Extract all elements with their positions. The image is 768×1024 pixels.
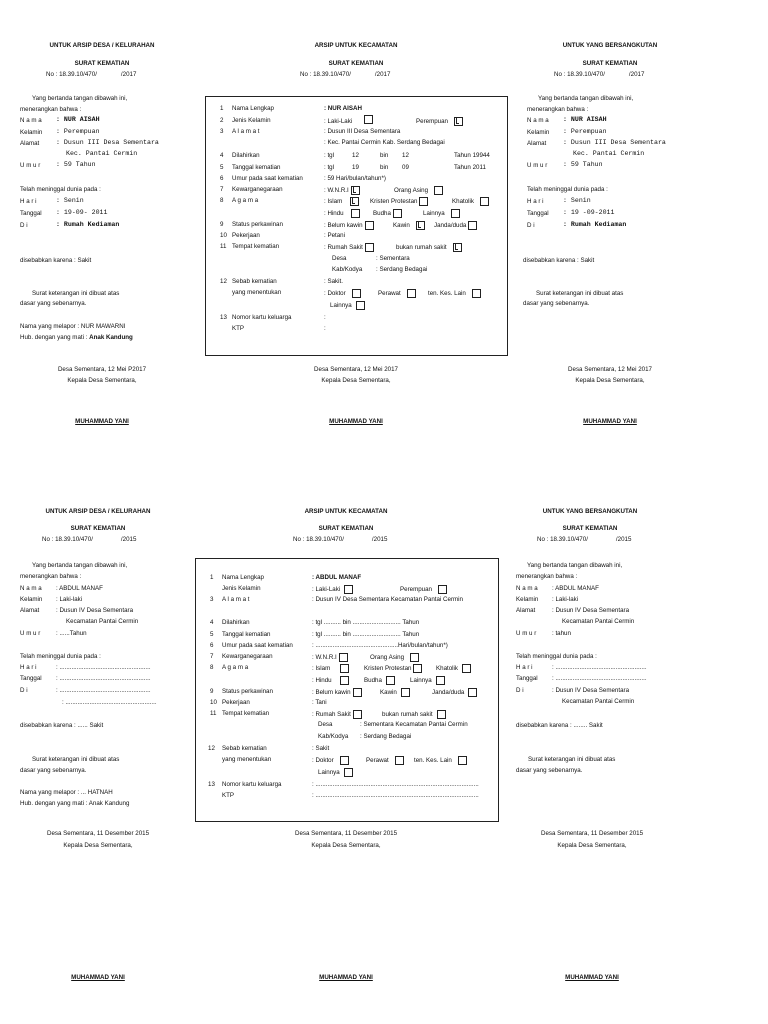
option-perawat: Perawat bbox=[366, 756, 404, 765]
form-label: Kewarganegaraan bbox=[232, 186, 283, 193]
form-box bbox=[195, 558, 499, 822]
checkbox[interactable] bbox=[350, 197, 359, 206]
label-kelamin: Kelamin bbox=[527, 129, 550, 136]
form-label: A l a m a t bbox=[232, 128, 260, 135]
label-tanggal: Tanggal bbox=[527, 210, 549, 217]
form-label: A l a m a t bbox=[222, 596, 250, 603]
option-tenkes: ten. Kes. Lain bbox=[428, 289, 481, 298]
checkbox[interactable] bbox=[401, 688, 410, 697]
checkbox[interactable] bbox=[468, 688, 477, 697]
option-lainnya: Lainnya bbox=[318, 768, 353, 777]
form-label: Umur pada saat kematian bbox=[232, 175, 303, 182]
value-tanggal: : 19 -09-2011 bbox=[563, 209, 615, 216]
checkbox[interactable] bbox=[344, 585, 353, 594]
value-alamat: : Dusun IV Desa Sementara bbox=[552, 607, 630, 614]
form-label: Nama Lengkap bbox=[222, 574, 264, 581]
checkbox[interactable] bbox=[407, 289, 416, 298]
form-label: Kab/Kodya bbox=[318, 733, 349, 740]
signatory-name: MUHAMMAD YANI bbox=[319, 974, 373, 981]
form-label: Desa bbox=[332, 255, 347, 262]
value-alamat-2: Kec. Pantai Cermin bbox=[573, 150, 645, 157]
option-protestan: Kristen Protestan bbox=[364, 664, 422, 673]
form-label: Dilahirkan bbox=[222, 619, 250, 626]
form-value: : bbox=[324, 325, 326, 332]
intro-line: menerangkan bahwa : bbox=[527, 106, 589, 113]
surat-line: Surat keterangan ini dibuat atas bbox=[536, 290, 624, 297]
checkbox[interactable] bbox=[351, 186, 360, 195]
form-label: Status perkawinan bbox=[222, 688, 273, 695]
form-row-num: 3 bbox=[220, 128, 224, 135]
telah-line: Telah meninggal dunia pada : bbox=[516, 653, 597, 660]
form-row-num: 13 bbox=[208, 781, 215, 788]
form-label: Pekerjaan bbox=[222, 699, 250, 706]
hubungan-line: Hub. dengan yang mati : Anak Kandung bbox=[20, 334, 133, 341]
form-value: : tgl .......... bin ............................ Tahun bbox=[312, 619, 420, 626]
checkbox[interactable] bbox=[472, 289, 481, 298]
form-row-num: 11 bbox=[210, 710, 217, 717]
form-label: Sebab kematian bbox=[232, 278, 277, 285]
form-value: : ................................................Hari/bulan/tahun*) bbox=[312, 642, 448, 649]
value-umur: : 59 Tahun bbox=[563, 161, 603, 168]
form-value: : ............................................................................................... bbox=[312, 792, 479, 799]
label-nama: N a m a bbox=[20, 117, 42, 124]
label-hari: H a r i bbox=[527, 198, 544, 205]
checkbox[interactable] bbox=[434, 186, 443, 195]
intro-line: menerangkan bahwa : bbox=[516, 573, 578, 580]
checkbox[interactable] bbox=[454, 117, 463, 126]
label-hari: H a r i bbox=[516, 664, 533, 671]
intro-line: menerangkan bahwa : bbox=[20, 573, 82, 580]
value-alamat-2: Kecamatan Pantai Cermin bbox=[562, 618, 635, 625]
label-hari: H a r i bbox=[20, 664, 37, 671]
checkbox[interactable] bbox=[395, 756, 404, 765]
sign-title: Kepala Desa Sementara, bbox=[311, 842, 381, 849]
telah-line: Telah meninggal dunia pada : bbox=[527, 186, 608, 193]
label-tanggal: Tanggal bbox=[20, 210, 42, 217]
option-islam: : Islam bbox=[324, 197, 359, 206]
form-label: Dilahirkan bbox=[232, 152, 260, 159]
label-alamat: Alamat bbox=[516, 607, 536, 614]
option-perempuan: Perempuan bbox=[416, 117, 463, 126]
form-value: : Petani bbox=[324, 232, 345, 239]
option-laki-laki: : Laki-Laki bbox=[324, 117, 373, 126]
option-rumah-sakit: : Rumah Sakit bbox=[312, 710, 362, 719]
label-kelamin: Kelamin bbox=[20, 596, 43, 603]
form-value: : Serdang Bedagai bbox=[360, 733, 412, 740]
doc-number: No : 18.39.10/470/ /2015 bbox=[537, 536, 632, 543]
value-hari: : Senin bbox=[563, 197, 591, 204]
value-alamat-2: Kec. Pantai Cermin bbox=[66, 150, 138, 157]
form-label: yang menentukan bbox=[222, 756, 272, 763]
option-bukan-rs: bukan rumah sakit bbox=[382, 710, 446, 719]
option-lainnya: Lainnya bbox=[423, 209, 460, 218]
surat-line: dasar yang sebenarnya. bbox=[20, 767, 87, 774]
sign-date: Desa Sementara, 12 Mei P2017 bbox=[57, 366, 147, 373]
surat-line: dasar yang sebenarnya. bbox=[523, 300, 590, 307]
form-value: bin bbox=[380, 152, 389, 159]
surat-line: Surat keterangan ini dibuat atas bbox=[32, 756, 120, 763]
form-value: : 59 Hari/bulan/tahun*) bbox=[324, 175, 386, 182]
checkbox[interactable] bbox=[451, 209, 460, 218]
option-hindu: : Hindu bbox=[312, 676, 349, 685]
surat-line: dasar yang sebenarnya. bbox=[516, 767, 583, 774]
option-protestan: Kristen Protestan bbox=[370, 197, 428, 206]
form-value: : Sementara Kecamatan Pantai Cermin bbox=[360, 721, 468, 728]
form-row-num: 2 bbox=[220, 117, 224, 124]
form-row-num: 1 bbox=[210, 574, 214, 581]
form-row-num: 9 bbox=[210, 688, 214, 695]
signatory-name: MUHAMMAD YANI bbox=[71, 974, 125, 981]
option-doktor: : Doktor bbox=[324, 289, 361, 298]
label-tanggal: Tanggal bbox=[516, 675, 538, 682]
checkbox[interactable] bbox=[413, 664, 422, 673]
doc-number: No : 18.39.10/470/ /2017 bbox=[300, 71, 391, 78]
value-di-2: : ..................................................... bbox=[62, 699, 157, 706]
header-right: UNTUK YANG BERSANGKUTAN bbox=[562, 42, 658, 49]
form-label: A g a m a bbox=[232, 197, 259, 204]
checkbox[interactable] bbox=[365, 243, 374, 252]
form-value: 09 bbox=[402, 164, 409, 171]
form-row-num: 7 bbox=[210, 653, 214, 660]
option-islam: : Islam bbox=[312, 664, 349, 673]
form-row-num: 8 bbox=[210, 664, 214, 671]
form-label: Pekerjaan bbox=[232, 232, 260, 239]
label-tanggal: Tanggal bbox=[20, 675, 42, 682]
value-tanggal: : 19-09- 2011 bbox=[56, 209, 108, 216]
signatory-name: MUHAMMAD YANI bbox=[565, 974, 619, 981]
label-umur: U m u r bbox=[20, 162, 41, 169]
checkbox[interactable] bbox=[468, 221, 477, 230]
form-label: Desa bbox=[318, 721, 333, 728]
form-value: bin bbox=[380, 164, 389, 171]
sign-date: Desa Sementara, 11 Desember 2015 bbox=[540, 830, 644, 837]
sign-title: Kepala Desa Sementara, bbox=[321, 377, 391, 384]
form-row-num: 11 bbox=[220, 243, 227, 250]
checkbox[interactable] bbox=[419, 197, 428, 206]
form-value: : Dusun III Desa Sementara bbox=[324, 128, 401, 135]
form-label: Tanggal kematian bbox=[232, 164, 281, 171]
form-row-num: 4 bbox=[220, 152, 224, 159]
form-label: Kewarganegaraan bbox=[222, 653, 273, 660]
value-nama: : NUR AISAH bbox=[56, 116, 100, 123]
form-label: KTP bbox=[232, 325, 245, 332]
value-tanggal: : ..................................................... bbox=[552, 675, 647, 682]
form-label: Tanggal kematian bbox=[222, 631, 271, 638]
value-umur: : tahun bbox=[552, 630, 571, 637]
option-orang-asing: Orang Asing bbox=[370, 653, 419, 662]
form-row-num: 6 bbox=[210, 642, 214, 649]
doc-title: SURAT KEMATIAN bbox=[562, 525, 618, 532]
intro-line: menerangkan bahwa : bbox=[20, 106, 82, 113]
option-doktor: : Doktor bbox=[312, 756, 349, 765]
option-budha: Budha bbox=[373, 209, 402, 218]
option-katolik: Khatolik bbox=[452, 197, 489, 206]
label-umur: U m u r bbox=[516, 630, 537, 637]
checkbox[interactable] bbox=[340, 664, 349, 673]
doc-title: SURAT KEMATIAN bbox=[74, 60, 130, 67]
intro-line: Yang bertanda tangan dibawah ini, bbox=[32, 95, 128, 102]
checkbox[interactable] bbox=[365, 221, 374, 230]
checkbox[interactable] bbox=[437, 710, 446, 719]
form-row-num: 8 bbox=[220, 197, 224, 204]
form-value-nama: : ABDUL MANAF bbox=[312, 574, 362, 581]
value-umur: : ......Tahun bbox=[56, 630, 87, 637]
label-kelamin: Kelamin bbox=[20, 129, 43, 136]
checkbox[interactable] bbox=[458, 756, 467, 765]
option-belum-kawin: : Belum kawin bbox=[312, 688, 362, 697]
form-value: : bbox=[324, 314, 326, 321]
option-hindu: : Hindu bbox=[324, 209, 360, 218]
surat-line: Surat keterangan ini dibuat atas bbox=[32, 290, 120, 297]
form-row-num: 10 bbox=[220, 232, 227, 239]
form-label: Umur pada saat kematian bbox=[222, 642, 293, 649]
checkbox[interactable] bbox=[340, 756, 349, 765]
label-di: D i bbox=[20, 222, 28, 229]
option-laki-laki: : Laki-Laki bbox=[312, 585, 353, 594]
option-wnri: : W.N.R.I bbox=[324, 186, 360, 195]
checkbox[interactable] bbox=[364, 115, 373, 124]
value-hari: : ..................................................... bbox=[56, 664, 151, 671]
value-tanggal: : ..................................................... bbox=[56, 675, 151, 682]
value-di: : ..................................................... bbox=[56, 687, 151, 694]
form-row-num: 1 bbox=[220, 105, 224, 112]
form-value: : Kec. Pantai Cermin Kab. Serdang Bedagai bbox=[324, 139, 445, 146]
checkbox[interactable] bbox=[344, 768, 353, 777]
sign-date: Desa Sementara, 11 Desember 2015 bbox=[294, 830, 398, 837]
option-perawat: Perawat bbox=[378, 289, 416, 298]
form-row-num: 7 bbox=[220, 186, 224, 193]
form-label: KTP bbox=[222, 792, 235, 799]
doc-number: No : 18.39.10/470/ /2017 bbox=[46, 71, 137, 78]
form-row-num: 13 bbox=[220, 314, 227, 321]
telah-line: Telah meninggal dunia pada : bbox=[20, 186, 101, 193]
header-left: UNTUK ARSIP DESA / KELURAHAN bbox=[45, 508, 151, 515]
form-row-num: 3 bbox=[210, 596, 214, 603]
form-label: Nama Lengkap bbox=[232, 105, 274, 112]
checkbox[interactable] bbox=[410, 653, 419, 662]
form-value: 12 bbox=[402, 152, 409, 159]
form-box bbox=[205, 96, 508, 356]
form-row-num: 4 bbox=[210, 619, 214, 626]
value-kelamin: : Perempuan bbox=[56, 128, 100, 135]
form-value: : ............................................................................................... bbox=[312, 781, 479, 788]
value-di: : Rumah Kediaman bbox=[563, 221, 627, 228]
option-perempuan: Perempuan bbox=[400, 585, 447, 594]
form-value: : tgl bbox=[324, 164, 334, 171]
option-katolik: Khatolik bbox=[436, 664, 471, 673]
signatory-name: MUHAMMAD YANI bbox=[75, 418, 129, 425]
form-label: Jenis Kelamin bbox=[222, 585, 261, 592]
intro-line: Yang bertanda tangan dibawah ini, bbox=[32, 562, 128, 569]
form-label: Nomor kartu keluarga bbox=[222, 781, 282, 788]
label-di: D i bbox=[516, 687, 524, 694]
label-nama: N a m a bbox=[20, 585, 42, 592]
value-alamat: : Dusun III Desa Sementara bbox=[563, 139, 666, 146]
form-value: Tahun 2011 bbox=[454, 164, 486, 171]
header-mid: ARSIP UNTUK KECAMATAN bbox=[314, 42, 398, 49]
checkbox[interactable] bbox=[352, 289, 361, 298]
form-row-num: 12 bbox=[208, 745, 215, 752]
signatory-name: MUHAMMAD YANI bbox=[329, 418, 383, 425]
option-janda-duda: Janda/duda bbox=[432, 688, 477, 697]
form-value: 19 bbox=[352, 164, 359, 171]
value-nama: : NUR AISAH bbox=[563, 116, 607, 123]
header-mid: ARSIP UNTUK KECAMATAN bbox=[304, 508, 388, 515]
label-kelamin: Kelamin bbox=[516, 596, 539, 603]
form-row-num: 9 bbox=[220, 221, 224, 228]
label-di: D i bbox=[20, 687, 28, 694]
form-row-num: 6 bbox=[220, 175, 224, 182]
sebab-line: disebabkan karena : Sakit bbox=[523, 257, 595, 264]
form-label: Tempat kematian bbox=[232, 243, 280, 250]
value-kelamin: : Perempuan bbox=[563, 128, 607, 135]
telah-line: Telah meninggal dunia pada : bbox=[20, 653, 101, 660]
doc-title: SURAT KEMATIAN bbox=[582, 60, 638, 67]
checkbox[interactable] bbox=[416, 221, 425, 230]
value-di-2: Kecamatan Pantai Cermin bbox=[562, 698, 635, 705]
value-alamat-2: Kecamatan Pantai Cermin bbox=[66, 618, 139, 625]
label-alamat: Alamat bbox=[527, 140, 547, 147]
option-lainnya: Lainnya bbox=[410, 676, 445, 685]
sign-title: Kepala Desa Sementara, bbox=[557, 842, 627, 849]
checkbox[interactable] bbox=[453, 243, 462, 252]
checkbox[interactable] bbox=[353, 710, 362, 719]
checkbox[interactable] bbox=[339, 653, 348, 662]
checkbox[interactable] bbox=[480, 197, 489, 206]
form-value: : Serdang Bedagai bbox=[376, 266, 428, 273]
option-orang-asing: Orang Asing bbox=[394, 186, 443, 195]
value-di: : Rumah Kediaman bbox=[56, 221, 120, 228]
doc-title: SURAT KEMATIAN bbox=[318, 525, 374, 532]
label-nama: N a m a bbox=[527, 117, 549, 124]
form-value: : tgl bbox=[324, 152, 334, 159]
header-left: UNTUK ARSIP DESA / KELURAHAN bbox=[49, 42, 155, 49]
label-alamat: Alamat bbox=[20, 607, 40, 614]
form-value: Tahun 19944 bbox=[454, 152, 490, 159]
form-row-num: 5 bbox=[220, 164, 224, 171]
surat-line: Surat keterangan ini dibuat atas bbox=[528, 756, 616, 763]
sign-date: Desa Sementara, 12 Mei 2017 bbox=[568, 366, 652, 373]
header-right: UNTUK YANG BERSANGKUTAN bbox=[542, 508, 638, 515]
pelapor-line: Nama yang melapor : ... HATNAH bbox=[20, 789, 113, 796]
checkbox[interactable] bbox=[356, 301, 365, 310]
form-value: 12 bbox=[352, 152, 359, 159]
hubungan-line: Hub. dengan yang mati : Anak Kandung bbox=[20, 800, 130, 807]
form-row-num: 12 bbox=[220, 278, 227, 285]
option-janda-duda: Janda/duda bbox=[434, 221, 477, 230]
doc-number: No : 18.39.10/470/ /2017 bbox=[554, 71, 645, 78]
value-hari: : ..................................................... bbox=[552, 664, 647, 671]
value-hari: : Senin bbox=[56, 197, 84, 204]
sign-date: Desa Sementara, 11 Desember 2015 bbox=[46, 830, 150, 837]
form-value: : Tani bbox=[312, 699, 327, 706]
option-wnri: : W.N.R.I bbox=[312, 653, 348, 662]
option-budha: Budha bbox=[364, 676, 395, 685]
form-label: Kab/Kodya bbox=[332, 266, 363, 273]
value-nama: : ABDUL MANAF bbox=[56, 585, 103, 592]
form-label: Jenis Kelamin bbox=[232, 117, 271, 124]
form-value: : Sakit. bbox=[324, 278, 343, 285]
label-hari: H a r i bbox=[20, 198, 37, 205]
label-umur: U m u r bbox=[527, 162, 548, 169]
doc-number: No : 18.39.10/470/ /2015 bbox=[293, 536, 388, 543]
sign-title: Kepala Desa Sementara, bbox=[575, 377, 645, 384]
form-value: : Sakit bbox=[312, 745, 330, 752]
checkbox[interactable] bbox=[340, 676, 349, 685]
doc-number: No : 18.39.10/470/ /2015 bbox=[42, 536, 137, 543]
value-nama: : ABDUL MANAF bbox=[552, 585, 599, 592]
sebab-line: disebabkan karena : ........ Sakit bbox=[516, 722, 603, 729]
option-kawin: Kawin bbox=[393, 221, 425, 230]
pelapor-line: Nama yang melapor : NUR MAWARNI bbox=[20, 323, 126, 330]
option-rumah-sakit: : Rumah Sakit bbox=[324, 243, 374, 252]
form-value-nama: : NUR AISAH bbox=[324, 105, 362, 112]
form-row-num: 5 bbox=[210, 631, 214, 638]
form-value: : tgl .......... bin ............................ Tahun bbox=[312, 631, 420, 638]
option-bukan-rs: bukan rumah sakit bbox=[396, 243, 462, 252]
option-lainnya: Lainnya bbox=[330, 301, 365, 310]
checkbox[interactable] bbox=[436, 676, 445, 685]
form-label: yang menentukan bbox=[232, 289, 282, 296]
intro-line: Yang bertanda tangan dibawah ini, bbox=[538, 95, 634, 102]
checkbox[interactable] bbox=[351, 209, 360, 218]
value-umur: : 59 Tahun bbox=[56, 161, 96, 168]
checkbox[interactable] bbox=[386, 676, 395, 685]
signatory-name: MUHAMMAD YANI bbox=[583, 418, 637, 425]
checkbox[interactable] bbox=[462, 664, 471, 673]
doc-title: SURAT KEMATIAN bbox=[328, 60, 384, 67]
intro-line: Yang bertanda tangan dibawah ini, bbox=[527, 562, 623, 569]
sign-date: Desa Sementara, 12 Mei 2017 bbox=[314, 366, 398, 373]
sign-title: Kepala Desa Sementara, bbox=[63, 842, 133, 849]
label-umur: U m u r bbox=[20, 630, 41, 637]
label-alamat: Alamat bbox=[20, 140, 40, 147]
form-value: : Dusun IV Desa Sementara Kecamatan Pantai Cermin bbox=[312, 596, 463, 603]
form-row-num: 10 bbox=[210, 699, 217, 706]
value-alamat: : Dusun IV Desa Sementara bbox=[56, 607, 134, 614]
value-kelamin: : Laki-laki bbox=[56, 596, 83, 603]
form-label: Tempat kematian bbox=[222, 710, 270, 717]
sebab-line: disebabkan karena : ...... Sakit bbox=[20, 722, 104, 729]
option-kawin: Kawin bbox=[380, 688, 410, 697]
label-di: D i bbox=[527, 222, 535, 229]
sign-title: Kepala Desa Sementara, bbox=[67, 377, 137, 384]
form-label: Nomor kartu keluarga bbox=[232, 314, 292, 321]
sebab-line: disebabkan karena : Sakit bbox=[20, 257, 92, 264]
option-belum-kawin: : Belum kawin bbox=[324, 221, 374, 230]
value-kelamin: : Laki-laki bbox=[552, 596, 579, 603]
checkbox[interactable] bbox=[438, 585, 447, 594]
form-label: A g a m a bbox=[222, 664, 249, 671]
checkbox[interactable] bbox=[393, 209, 402, 218]
doc-title: SURAT KEMATIAN bbox=[70, 525, 126, 532]
label-nama: N a m a bbox=[516, 585, 538, 592]
form-label: Sebab kematian bbox=[222, 745, 267, 752]
value-di: : Dusun IV Desa Sementara bbox=[552, 687, 630, 694]
checkbox[interactable] bbox=[353, 688, 362, 697]
form-value: : Sementara bbox=[376, 255, 410, 262]
option-tenkes: ten. Kes. Lain bbox=[414, 756, 467, 765]
surat-line: dasar yang sebenarnya. bbox=[20, 300, 87, 307]
form-label: Status perkawinan bbox=[232, 221, 283, 228]
value-alamat: : Dusun III Desa Sementara bbox=[56, 139, 159, 146]
